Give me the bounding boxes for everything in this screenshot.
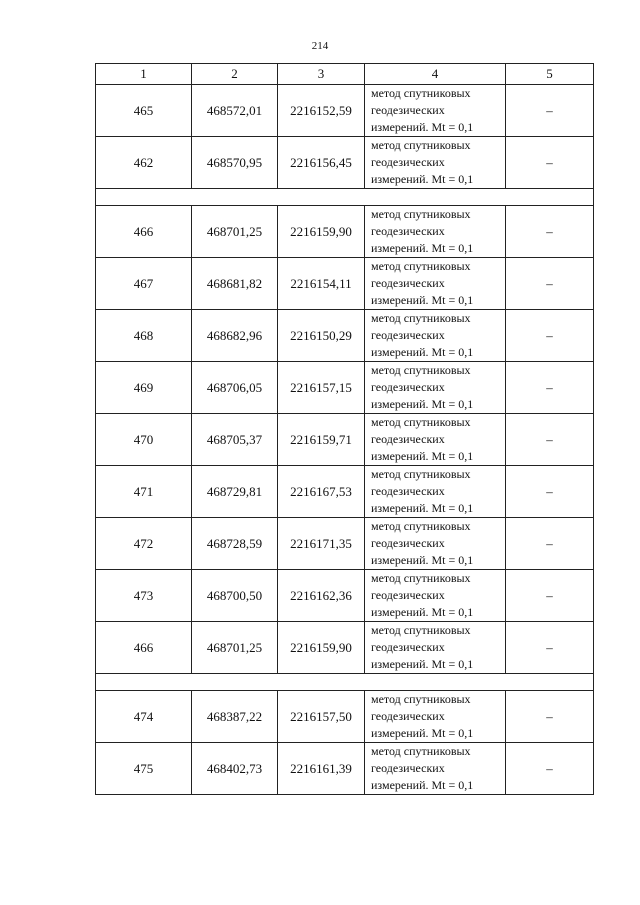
method-cell [365,743,506,795]
method-line: геодезических [371,328,445,342]
column-header: 2 [192,64,278,85]
method-line: геодезических [371,588,445,602]
header-row [96,64,594,85]
y-coordinate-cell: 2216167,53 [278,466,365,518]
method-line: метод спутниковых [371,138,471,152]
point-number-cell: 468 [96,310,192,362]
method-line: метод спутниковых [371,363,471,377]
note-cell: – [506,622,594,674]
table-row [96,691,594,743]
table-row [96,414,594,466]
note-cell: – [506,85,594,137]
note-cell: – [506,137,594,189]
section-divider-row [96,189,594,206]
x-coordinate-cell: 468705,37 [192,414,278,466]
table-row [96,137,594,189]
section-divider-cell [96,189,594,206]
table-row [96,743,594,795]
x-coordinate-cell: 468572,01 [192,85,278,137]
method-line: измерений. Mt = 0,1 [371,449,474,463]
x-coordinate-cell: 468701,25 [192,622,278,674]
y-coordinate-cell: 2216161,39 [278,743,365,795]
method-line: измерений. Mt = 0,1 [371,726,474,740]
method-line: измерений. Mt = 0,1 [371,293,474,307]
table-row [96,310,594,362]
y-coordinate-cell: 2216154,11 [278,258,365,310]
point-number-cell: 465 [96,85,192,137]
method-line: измерений. Mt = 0,1 [371,553,474,567]
point-number-cell: 466 [96,206,192,258]
note-cell: – [506,466,594,518]
note-cell: – [506,362,594,414]
method-cell [365,570,506,622]
method-line: метод спутниковых [371,467,471,481]
x-coordinate-cell: 468706,05 [192,362,278,414]
method-cell [365,206,506,258]
method-line: геодезических [371,276,445,290]
y-coordinate-cell: 2216157,15 [278,362,365,414]
y-coordinate-cell: 2216152,59 [278,85,365,137]
point-number-cell: 474 [96,691,192,743]
table-row [96,622,594,674]
method-line: измерений. Mt = 0,1 [371,778,474,792]
note-cell: – [506,691,594,743]
point-number-cell: 473 [96,570,192,622]
method-line: геодезических [371,761,445,775]
method-line: метод спутниковых [371,519,471,533]
method-line: геодезических [371,536,445,550]
method-cell [365,137,506,189]
column-header: 1 [96,64,192,85]
method-cell [365,310,506,362]
point-number-cell: 472 [96,518,192,570]
y-coordinate-cell: 2216159,71 [278,414,365,466]
point-number-cell: 471 [96,466,192,518]
point-number-cell: 466 [96,622,192,674]
x-coordinate-cell: 468729,81 [192,466,278,518]
method-line: метод спутниковых [371,86,471,100]
note-cell: – [506,206,594,258]
column-header: 3 [278,64,365,85]
method-line: измерений. Mt = 0,1 [371,172,474,186]
note-cell: – [506,414,594,466]
table-row [96,258,594,310]
point-number-cell: 470 [96,414,192,466]
method-line: метод спутниковых [371,259,471,273]
method-line: измерений. Mt = 0,1 [371,345,474,359]
method-line: геодезических [371,380,445,394]
column-header: 4 [365,64,506,85]
table-body [96,85,594,795]
method-line: измерений. Mt = 0,1 [371,120,474,134]
method-line: метод спутниковых [371,207,471,221]
point-number-cell: 467 [96,258,192,310]
section-divider-row [96,674,594,691]
coordinates-table [95,63,594,795]
point-number-cell: 475 [96,743,192,795]
x-coordinate-cell: 468570,95 [192,137,278,189]
x-coordinate-cell: 468701,25 [192,206,278,258]
table-row [96,518,594,570]
table-row [96,466,594,518]
x-coordinate-cell: 468402,73 [192,743,278,795]
method-line: измерений. Mt = 0,1 [371,657,474,671]
table-row [96,85,594,137]
method-line: геодезических [371,640,445,654]
y-coordinate-cell: 2216157,50 [278,691,365,743]
page-number: 214 [311,40,329,52]
method-cell [365,362,506,414]
note-cell: – [506,518,594,570]
y-coordinate-cell: 2216150,29 [278,310,365,362]
method-line: геодезических [371,224,445,238]
method-line: геодезических [371,709,445,723]
method-line: измерений. Mt = 0,1 [371,241,474,255]
method-line: метод спутниковых [371,415,471,429]
method-line: геодезических [371,103,445,117]
note-cell: – [506,743,594,795]
method-line: метод спутниковых [371,744,471,758]
method-cell [365,466,506,518]
method-line: геодезических [371,432,445,446]
y-coordinate-cell: 2216162,36 [278,570,365,622]
column-header: 5 [506,64,594,85]
y-coordinate-cell: 2216159,90 [278,622,365,674]
table-row [96,570,594,622]
point-number-cell: 462 [96,137,192,189]
note-cell: – [506,570,594,622]
method-line: метод спутниковых [371,692,471,706]
table-row [96,206,594,258]
method-line: метод спутниковых [371,623,471,637]
method-cell [365,518,506,570]
table-row [96,362,594,414]
method-cell [365,258,506,310]
x-coordinate-cell: 468682,96 [192,310,278,362]
method-line: метод спутниковых [371,311,471,325]
method-cell [365,85,506,137]
method-line: измерений. Mt = 0,1 [371,397,474,411]
y-coordinate-cell: 2216156,45 [278,137,365,189]
method-cell [365,691,506,743]
method-line: измерений. Mt = 0,1 [371,501,474,515]
method-line: геодезических [371,484,445,498]
note-cell: – [506,310,594,362]
x-coordinate-cell: 468700,50 [192,570,278,622]
section-divider-cell [96,674,594,691]
y-coordinate-cell: 2216159,90 [278,206,365,258]
point-number-cell: 469 [96,362,192,414]
x-coordinate-cell: 468387,22 [192,691,278,743]
x-coordinate-cell: 468728,59 [192,518,278,570]
method-line: метод спутниковых [371,571,471,585]
x-coordinate-cell: 468681,82 [192,258,278,310]
method-line: геодезических [371,155,445,169]
method-cell [365,622,506,674]
method-line: измерений. Mt = 0,1 [371,605,474,619]
note-cell: – [506,258,594,310]
y-coordinate-cell: 2216171,35 [278,518,365,570]
method-cell [365,414,506,466]
